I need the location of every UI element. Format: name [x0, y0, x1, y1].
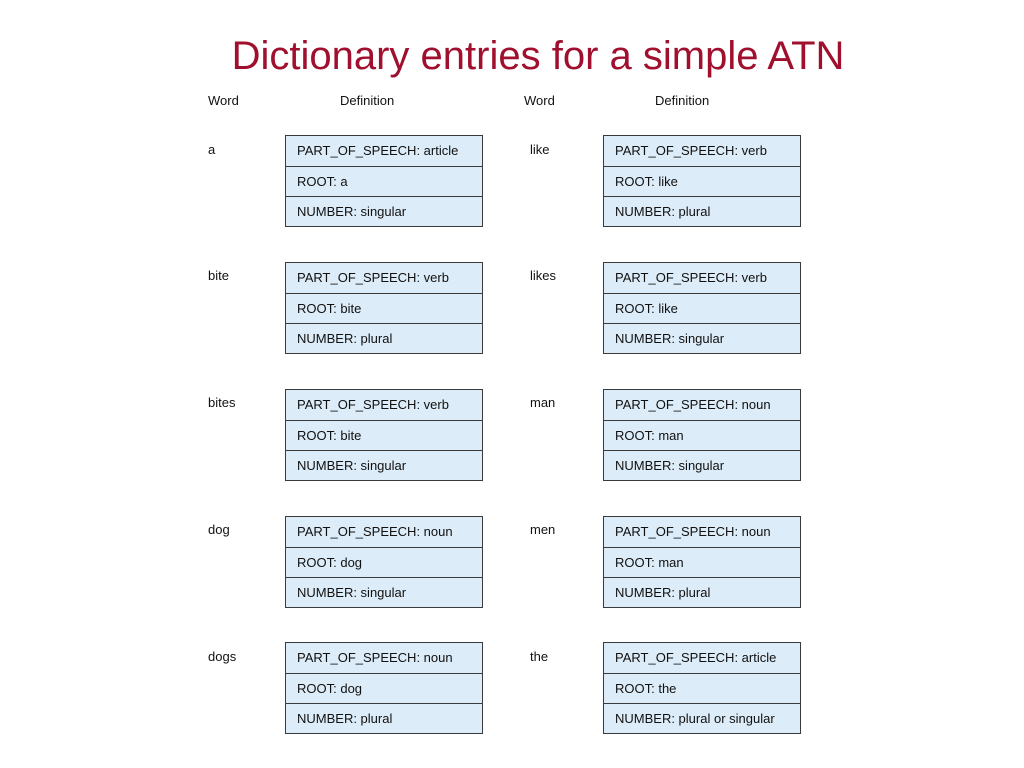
- root-field: ROOT: bite: [286, 293, 482, 323]
- definition-box: [603, 389, 801, 481]
- root-field: ROOT: like: [604, 293, 800, 323]
- part-of-speech-field: PART_OF_SPEECH: article: [297, 143, 459, 158]
- root-field: ROOT: dog: [286, 673, 482, 703]
- part-of-speech-field: PART_OF_SPEECH: verb: [615, 270, 767, 285]
- definition-box: [285, 389, 483, 481]
- definition-box: [285, 135, 483, 227]
- entry-word: bites: [208, 395, 236, 410]
- entry-word: like: [530, 142, 550, 157]
- root-field: ROOT: dog: [286, 547, 482, 577]
- definition-box: [603, 135, 801, 227]
- definition-box: [603, 262, 801, 354]
- entry-word: dog: [208, 522, 230, 537]
- number-field: NUMBER: plural: [604, 196, 800, 226]
- part-of-speech-field: PART_OF_SPEECH: verb: [297, 270, 449, 285]
- entry-word: a: [208, 142, 216, 157]
- entry-word: dogs: [208, 649, 237, 664]
- right-word-header: Word: [524, 93, 555, 108]
- definition-box: [603, 516, 801, 608]
- root-field: ROOT: the: [604, 673, 800, 703]
- number-field: NUMBER: singular: [286, 577, 482, 607]
- number-field: NUMBER: plural or singular: [604, 703, 800, 733]
- root-field: ROOT: man: [604, 547, 800, 577]
- number-field: NUMBER: plural: [286, 703, 482, 733]
- part-of-speech-field: PART_OF_SPEECH: verb: [615, 143, 767, 158]
- part-of-speech-field: PART_OF_SPEECH: noun: [615, 524, 771, 539]
- part-of-speech-field: PART_OF_SPEECH: noun: [297, 524, 453, 539]
- number-field: NUMBER: singular: [286, 196, 482, 226]
- entry-word: the: [530, 649, 549, 664]
- definition-box: [603, 642, 801, 734]
- left-word-header: Word: [208, 93, 239, 108]
- root-field: ROOT: a: [286, 166, 482, 196]
- number-field: NUMBER: singular: [604, 450, 800, 480]
- entry-word: man: [530, 395, 556, 410]
- definition-box: [285, 516, 483, 608]
- part-of-speech-field: PART_OF_SPEECH: verb: [297, 397, 449, 412]
- entry-word: men: [530, 522, 556, 537]
- number-field: NUMBER: plural: [286, 323, 482, 353]
- right-definition-header: Definition: [655, 93, 710, 108]
- definition-box: [285, 262, 483, 354]
- entry-word: bite: [208, 268, 229, 283]
- part-of-speech-field: PART_OF_SPEECH: noun: [297, 650, 453, 665]
- number-field: NUMBER: singular: [604, 323, 800, 353]
- definition-box: [285, 642, 483, 734]
- page-title: Dictionary entries for a simple ATN: [231, 34, 845, 78]
- number-field: NUMBER: singular: [286, 450, 482, 480]
- part-of-speech-field: PART_OF_SPEECH: noun: [615, 397, 771, 412]
- root-field: ROOT: man: [604, 420, 800, 450]
- number-field: NUMBER: plural: [604, 577, 800, 607]
- entry-word: likes: [530, 268, 557, 283]
- root-field: ROOT: bite: [286, 420, 482, 450]
- part-of-speech-field: PART_OF_SPEECH: article: [615, 650, 777, 665]
- root-field: ROOT: like: [604, 166, 800, 196]
- left-definition-header: Definition: [340, 93, 395, 108]
